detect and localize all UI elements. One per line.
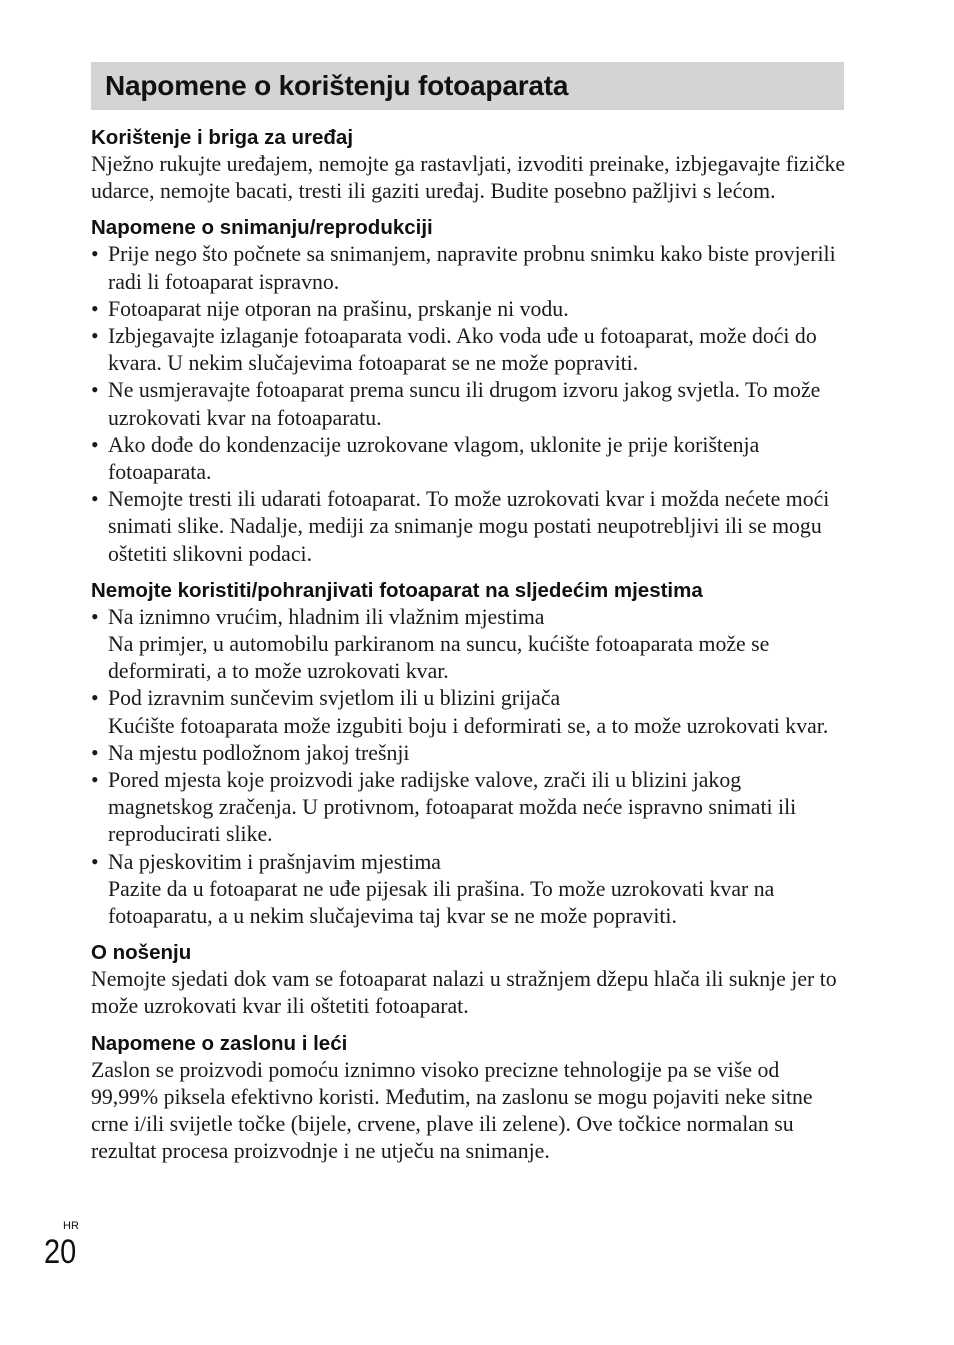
list-item-text: Prije nego što počnete sa snimanjem, napravite probnu snimku kako biste provjerili radi li fotoaparat ispravno. xyxy=(108,242,836,294)
section-paragraph: Zaslon se proizvodi pomoću iznimno visoko precizne tehnologije pa se više od 99,99% piksela efektivno koristi. Međutim, na zaslonu se mogu pojaviti neke sitne crne i/ili svijetle točke (bijele, crvene, plave ili zelene). Ove točkice normalan su rezultat procesa proizvodnje i ne utječu na snimanje. xyxy=(91,1057,813,1164)
list-item xyxy=(91,685,851,739)
list-item-text: Ne usmjeravajte fotoaparat prema suncu ili drugom izvoru jakog svjetla. To može uzrokovati kvar na fotoaparatu. xyxy=(108,378,821,430)
section-paragraph: Nježno rukujte uređajem, nemojte ga rastavljati, izvoditi preinake, izbjegavajte fizičke udarce, nemojte bacati, tresti ili gaziti uređaj. Budite posebno pažljivi s lećom. xyxy=(91,152,846,204)
bullet-icon: • xyxy=(91,604,99,629)
list-item-text: Na iznimno vrućim, hladnim ili vlažnim mjestima xyxy=(108,604,545,629)
bullet-list xyxy=(91,604,851,930)
page-title: Napomene o korištenju fotoaparata xyxy=(105,70,569,101)
list-item xyxy=(91,323,851,377)
list-item xyxy=(91,604,851,686)
list-item xyxy=(91,432,851,486)
bullet-icon: • xyxy=(91,242,99,267)
list-item xyxy=(91,767,851,849)
bullet-icon: • xyxy=(91,768,99,793)
list-item-detail: Kućište fotoaparata može izgubiti boju i deformirati se, a to može uzrokovati kvar. xyxy=(108,713,829,738)
bullet-icon: • xyxy=(91,849,99,874)
list-item-text: Ako dođe do kondenzacije uzrokovane vlagom, uklonite je prije korištenja fotoaparata. xyxy=(108,432,760,485)
bullet-icon: • xyxy=(91,378,99,403)
section-paragraph: Nemojte sjedati dok vam se fotoaparat nalazi u stražnjem džepu hlača ili suknje jer to može uzrokovati kvar ili oštetiti fotoaparat. xyxy=(91,967,837,1019)
bullet-icon: • xyxy=(91,432,99,457)
list-item xyxy=(91,849,851,931)
section-heading: Korištenje i briga za uređaj xyxy=(91,126,354,149)
bullet-icon: • xyxy=(91,740,99,765)
list-item-text: Na pjeskovitim i prašnjavim mjestima xyxy=(108,849,441,874)
list-item xyxy=(91,377,851,431)
page-title-bar xyxy=(91,62,844,110)
section-locations xyxy=(91,577,851,930)
section-care xyxy=(91,124,851,205)
list-item xyxy=(91,740,851,767)
bullet-icon: • xyxy=(91,324,99,349)
list-item xyxy=(91,241,851,295)
language-code: HR xyxy=(63,1220,79,1232)
bullet-list xyxy=(91,241,851,567)
section-heading: Napomene o zaslonu i leći xyxy=(91,1031,348,1055)
list-item-text: Fotoaparat nije otporan na prašinu, prskanje ni vodu. xyxy=(108,296,569,321)
section-recording xyxy=(91,214,851,567)
section-heading: O nošenju xyxy=(91,941,192,965)
content-area xyxy=(91,124,851,1175)
section-heading: Nemojte koristiti/pohranjivati fotoaparat na sljedećim mjestima xyxy=(91,578,703,602)
section-carrying xyxy=(91,939,851,1020)
list-item xyxy=(91,296,851,323)
list-item-text: Na mjestu podložnom jakoj trešnji xyxy=(108,740,410,765)
bullet-icon: • xyxy=(91,686,99,711)
section-heading: Napomene o snimanju/reprodukciji xyxy=(91,216,433,240)
list-item-text: Pored mjesta koje proizvodi jake radijske valove, zrači ili u blizini jakog magnetskog zračenja. U protivnom, fotoaparat možda neće ispravno snimati ili reproducirati slike. xyxy=(108,768,797,847)
bullet-icon: • xyxy=(91,487,99,512)
list-item xyxy=(91,486,851,568)
section-screen-lens xyxy=(91,1030,851,1166)
list-item-text: Izbjegavajte izlaganje fotoaparata vodi. Ako voda uđe u fotoaparat, može doći do kvara. U nekim slučajevima fotoaparat se ne može popraviti. xyxy=(108,324,817,376)
list-item-detail: Pazite da u fotoaparat ne uđe pijesak ili prašina. To može uzrokovati kvar na fotoaparatu, a u nekim slučajevima taj kvar se ne može popraviti. xyxy=(108,876,775,929)
list-item-text: Pod izravnim sunčevim svjetlom ili u blizini grijača xyxy=(108,686,561,711)
bullet-icon: • xyxy=(91,296,99,321)
list-item-text: Nemojte tresti ili udarati fotoaparat. To može uzrokovati kvar i možda nećete moći snimati slike. Nadalje, mediji za snimanje mogu postati neupotrebljivi ili se mogu oštetiti slikovni podaci. xyxy=(108,487,830,566)
page-number: 20 xyxy=(44,1233,77,1271)
list-item-detail: Na primjer, u automobilu parkiranom na suncu, kućište fotoaparata može se deformirati, a to može uzrokovati kvar. xyxy=(108,632,770,684)
